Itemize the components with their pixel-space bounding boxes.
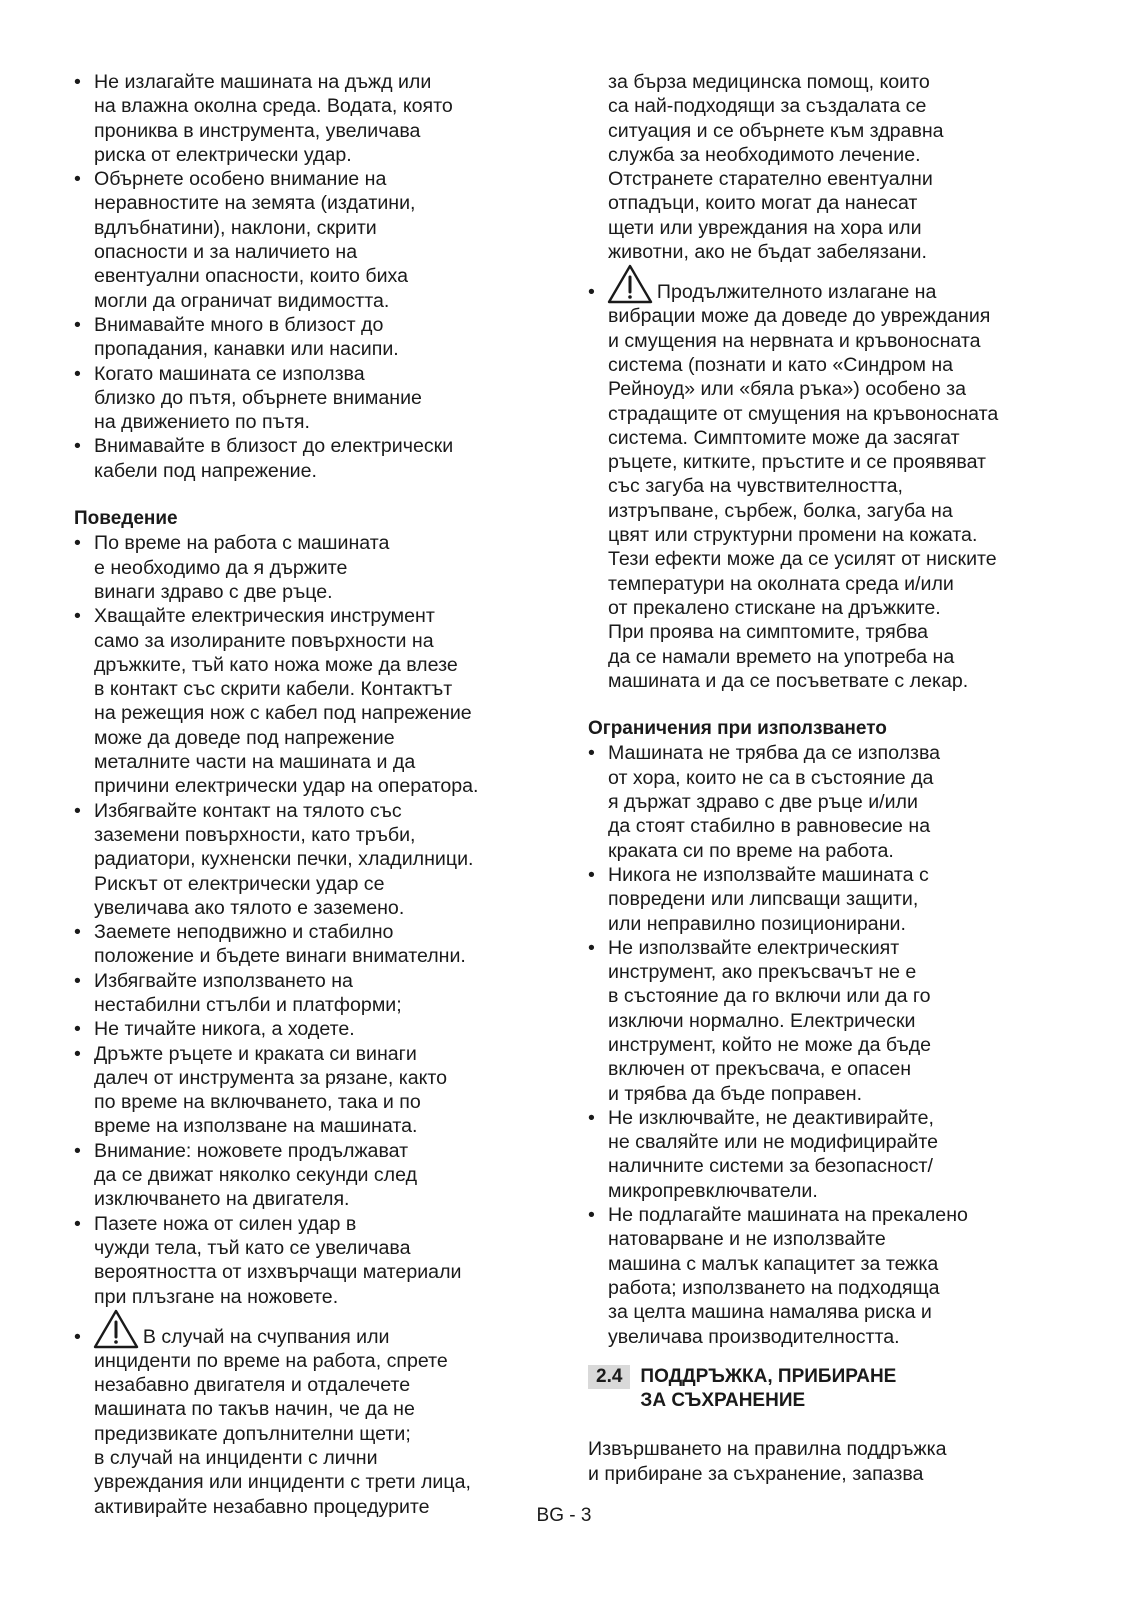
section-title-line: ЗА СЪХРАНЕНИЕ [640,1390,806,1412]
list-item [588,1106,1068,1203]
list-item-text: В случай на счупвания или [142,1325,390,1348]
list-item-line: Рейноуд» или «бяла ръка») особено за [608,378,966,401]
bullet: • [74,1018,81,1041]
text-line: ситуация и се обърнете към здравна [608,119,944,142]
list-item [74,969,564,1018]
list-item-line: вибрации може да доведе до увреждания [608,305,991,328]
list-item [74,1017,564,1041]
list-item-line: инструмент, който не може да бъде [608,1033,932,1056]
bullet: • [74,1325,81,1348]
list-item [588,863,1068,936]
list-item [74,434,564,483]
bullet: • [74,1042,81,1065]
page-number: BG - 3 [536,1505,592,1526]
bullet: • [74,168,81,191]
list-item-text: Внимавайте в близост до електрически [94,435,454,458]
list-item-line: краката си по време на работа. [608,839,894,862]
list-item-line [74,969,564,993]
list-item-text: Избягвайте контакт на тялото със [94,799,402,822]
list-item-line: инструмент, ако прекъсвачът не е [608,961,917,984]
list-item [74,1042,564,1139]
list-item-line: включен от прекъсвача, е опасен [608,1058,912,1081]
list-item-line: я държат здраво с две ръце и/или [608,791,918,814]
warning-list-item [588,264,1068,693]
list-item-line: наличните системи за безопасност/ [608,1155,933,1178]
bullet: • [588,1204,595,1227]
section-heading: Ограничения при използването [588,718,887,740]
text-line: са най-подходящи за създалата се [608,95,927,118]
list-item-line: за целта машина намалява риска и [608,1301,932,1324]
list-item [588,936,1068,1106]
list-item-line [74,604,564,628]
list-item-line: незабавно двигателя и отдалечете [94,1374,411,1397]
list-item-line: инциденти по време на работа, спрете [94,1349,448,1372]
right-column [588,70,1068,1486]
bullet: • [74,799,81,822]
list-item-line: вдлъбнатини), наклони, скрити [94,216,377,239]
list-item-line: изключи нормално. Електрически [608,1009,916,1032]
list-item [74,799,564,920]
list-item [588,1203,1068,1349]
list-item-line: само за изолираните повърхности на [94,629,434,652]
list-item-line: на движението по пътя. [94,411,310,434]
list-item [74,920,564,969]
list-item-text: Заемете неподвижно и стабилно [94,921,394,944]
warning-list-item [74,1309,564,1519]
section-heading: Поведение [74,508,178,530]
list-item-line [74,167,564,191]
bullet: • [74,313,81,336]
list-item-text: Хващайте електрическия инструмент [94,605,435,628]
list-item-line: увеличава ако тялото е заземено. [94,896,405,919]
spacer [588,1413,1068,1437]
bullet: • [74,605,81,628]
list-item-line: нестабилни стълби и платформи; [94,993,402,1016]
bullet: • [74,1139,81,1162]
list-item-line: ръцете, китките, пръстите и се проявяват [608,451,987,474]
spacer [588,1349,1068,1361]
text-line: животни, ако не бъдат забелязани. [608,241,927,264]
list-item-text: Не подлагайте машината на прекалено [608,1204,968,1227]
list-item-line [74,313,564,337]
bullet: • [74,362,81,385]
list-item-text: Пазете ножа от силен удар в [94,1212,357,1235]
list-item-text: Машината не трябва да се използва [608,742,941,765]
list-item-line: на влажна околна среда. Водата, която [94,95,453,118]
warning-icon [607,264,653,304]
bullet: • [74,969,81,992]
bullet: • [74,71,81,93]
list-item-line: в състояние да го включи или да го [608,985,931,1008]
list-item-text: Не изключвайте, не деактивирайте, [608,1106,934,1129]
warning-line [74,1309,564,1349]
list-item-line: микропревключватели. [608,1179,818,1202]
bullet: • [588,863,595,886]
list-item-line: евентуални опасности, които биха [94,265,409,288]
list-item-line: близко до пътя, обърнете внимание [94,386,422,409]
list-item [588,741,1068,862]
list-item-line: в случай на инциденти с лични [94,1447,378,1470]
bullet: • [74,435,81,458]
list-item-line: увреждания или инциденти с трети лица, [94,1471,471,1494]
list-item [74,313,564,362]
list-item [74,70,564,167]
list-item-line: на режещия нож с кабел под напрежение [94,702,472,725]
list-item [74,1139,564,1212]
list-item-line: увеличава производителността. [608,1325,900,1348]
list-item-line: далеч от инструмента за рязане, както [94,1066,448,1089]
list-item [74,604,564,798]
warning-icon [93,1309,139,1349]
list-item-text: Внимание: ножовете продължават [94,1139,409,1162]
list-item-text: Когато машината се използва [94,362,365,385]
list-item-text: Не използвайте електрическият [608,936,900,959]
list-item-line [74,362,564,386]
list-item-text: Не тичайте никога, а ходете. [94,1018,355,1041]
list-item-line: по време на включването, така и по [94,1091,421,1114]
list-item-line: Тези ефекти може да се усилят от ниските [608,548,997,571]
list-item-line: изключването на двигателя. [94,1188,350,1211]
left-column [74,70,564,1519]
list-item-line [74,1212,564,1236]
list-item-line: дръжките, тъй като ножа може да влезе [94,653,458,676]
list-item-text: Никога не използвайте машината с [608,863,929,886]
list-item-line: вероятността от изхвърчащи материали [94,1261,462,1284]
list-item-text: Обърнете особено внимание на [94,168,387,191]
list-item-line [588,741,1068,765]
list-item-line [588,863,1068,887]
text-line: отпадъци, които могат да нанесат [608,192,918,215]
list-item-line: причини електрически удар на оператора. [94,775,479,798]
list-item-line: страдащите от смущения на кръвоносната [608,402,999,425]
list-item-line [74,799,564,823]
list-item-line: неравностите на земята (издатини, [94,192,416,215]
list-item-line [588,936,1068,960]
list-item-text: Избягвайте използването на [94,969,353,992]
list-item-line: система (познати и като «Синдром на [608,353,954,376]
text-line: Отстранете старателно евентуални [608,168,933,191]
list-item [74,167,564,313]
section-number: 2.4 [588,1365,630,1389]
list-item-line: при плъзгане на ножовете. [94,1285,339,1308]
section-title [640,1365,896,1414]
list-item-line: е необходимо да я държите [94,556,348,579]
list-item-line: и смущения на нервната и кръвоносната [608,329,981,352]
list-item-line: да се намали времето на употреба на [608,645,955,668]
list-item-line: опасности и за наличието на [94,241,358,264]
text-line: за бърза медицинска помощ, които [608,71,930,93]
list-item-line: система. Симптомите може да засягат [608,426,960,449]
list-item-line: в контакт със скрити кабели. Контактът [94,678,453,701]
list-item [74,531,564,604]
list-item-line [588,1203,1068,1227]
list-item-line: активирайте незабавно процедурите [94,1495,430,1518]
list-item-text: Внимавайте много в близост до [94,313,384,336]
list-item-line: положение и бъдете винаги внимателни. [94,945,466,968]
bullet: • [74,1212,81,1235]
list-item-line: пропадания, канавки или насипи. [94,338,399,361]
list-item-line: могли да ограничат видимостта. [94,289,390,312]
text-line: щети или увреждания на хора или [608,216,922,239]
list-item-line: и трябва да бъде поправен. [608,1082,863,1105]
list-item-line: При проява на симптомите, трябва [608,621,929,644]
list-item-line [74,1042,564,1066]
bullet: • [74,532,81,555]
text-line: Извършването на правилна поддръжка [588,1438,947,1461]
list-item-line [74,1017,564,1041]
list-item-line: кабели под напрежение. [94,459,317,482]
list-item-line: машина с малък капацитет за тежка [608,1252,939,1275]
list-item-line [74,531,564,555]
list-item-line: машината по такъв начин, че да не [94,1398,415,1421]
list-item-line: машината и да се посъветвате с лекар. [608,669,969,692]
list-item-line: не сваляйте или не модифицирайте [608,1131,938,1154]
list-item-line: прониква в инструмента, увеличава [94,119,421,142]
bullet: • [588,1106,595,1129]
spacer [588,693,1068,717]
bullet: • [588,742,595,765]
bullet: • [588,281,595,304]
list-item-line: заземени повърхности, като тръби, [94,823,416,846]
list-item-line: винаги здраво с две ръце. [94,580,333,603]
list-item-text: Продължителното излагане на [656,281,937,304]
list-item-line [74,1139,564,1163]
list-item-line: работа; използването на подходяща [608,1276,940,1299]
list-item [74,1212,564,1309]
list-item-line: може да доведе под напрежение [94,726,395,749]
list-item-line: от прекалено стискане на дръжките. [608,596,941,619]
list-item-text: Дръжте ръцете и краката си винаги [94,1042,417,1065]
list-item-line: от хора, които не са в състояние да [608,766,934,789]
list-item-line: предизвикате допълнителни щети; [94,1422,411,1445]
list-item-line [74,70,564,94]
list-item-line: да стоят стабилно в равновесие на [608,815,931,838]
section-title-line: ПОДДРЪЖКА, ПРИБИРАНЕ [640,1365,897,1387]
list-item-line: или неправилно позиционирани. [608,912,906,935]
spacer [74,483,564,507]
section-header [588,1365,1068,1414]
text-line: служба за необходимото лечение. [608,143,921,166]
list-item-line: Рискът от електрически удар се [94,872,385,895]
list-item-line [588,1106,1068,1130]
bullet: • [588,936,595,959]
warning-line [588,264,1068,304]
list-item-text: Не излагайте машината на дъжд или [94,71,432,93]
list-item-line: температури на околната среда и/или [608,572,954,595]
list-item-line: повредени или липсващи защити, [608,888,919,911]
bullet: • [74,921,81,944]
list-item-line: чужди тела, тъй като се увеличава [94,1236,411,1259]
list-item-line: металните части на машината и да [94,751,416,774]
text-line: и прибиране за съхранение, запазва [588,1462,924,1485]
list-item-line: натоварване и не използвайте [608,1228,886,1251]
list-item-line: изтръпване, сърбеж, болка, загуба на [608,499,953,522]
list-item-line: със загуба на чувствителността, [608,475,903,498]
list-item-line: да се движат няколко секунди след [94,1164,418,1187]
list-item-line: време на използване на машината. [94,1115,418,1138]
list-item-line: риска от електрически удар. [94,143,352,166]
list-item-line [74,434,564,458]
list-item-text: По време на работа с машината [94,532,390,555]
list-item [74,362,564,435]
list-item-line: радиатори, кухненски печки, хладилници. [94,848,474,871]
list-item-line [74,920,564,944]
list-item-line: цвят или структурни промени на кожата. [608,524,978,547]
